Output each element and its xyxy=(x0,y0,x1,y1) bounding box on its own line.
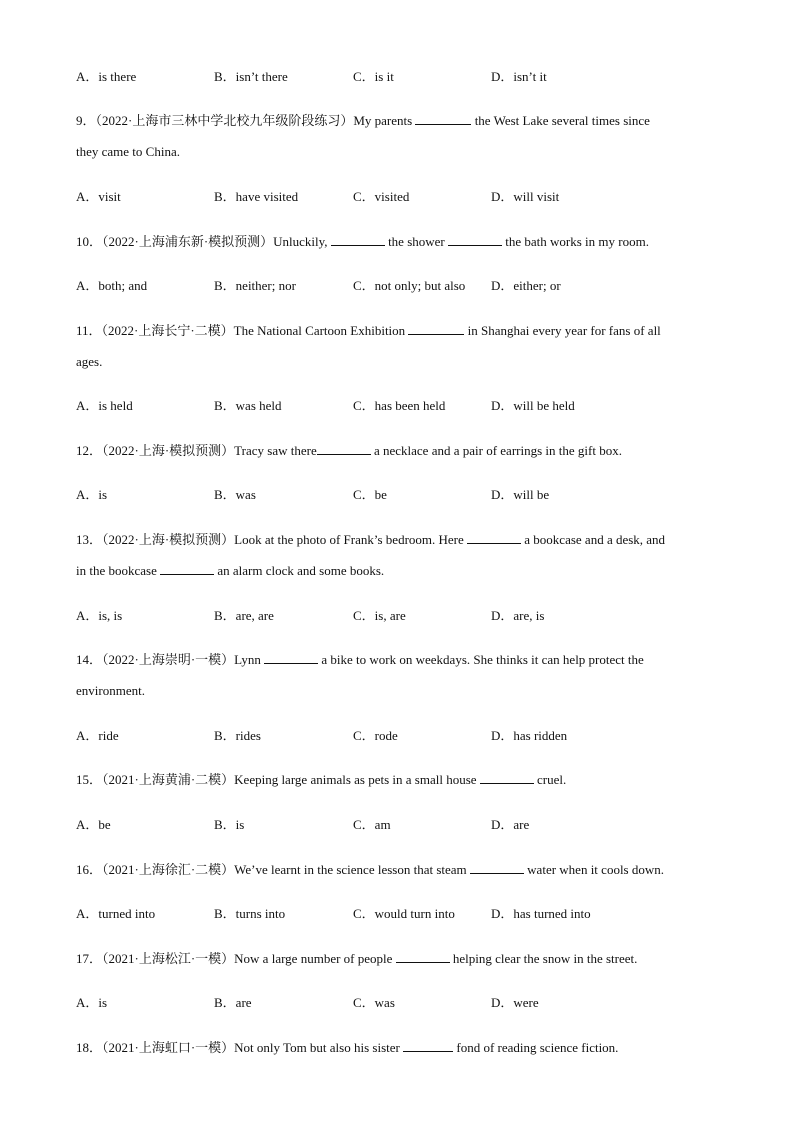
option-a: A．ride xyxy=(76,728,119,743)
stem-text: 9．（2022·上海市三林中学北校九年级阶段练习）My parents xyxy=(76,113,413,128)
stem-text: in the bookcase xyxy=(76,563,157,578)
stem-text: 17．（2021·上海松江·一模）Now a large number of people xyxy=(76,951,393,966)
option-c: C．rode xyxy=(353,728,398,743)
option-c: C．is it xyxy=(353,69,394,84)
answer-blank xyxy=(408,322,464,335)
option-d: D．were xyxy=(491,995,539,1010)
answer-blank xyxy=(415,112,471,125)
option-c: C．am xyxy=(353,817,391,832)
stem-text: a bookcase and a desk, and xyxy=(524,532,666,547)
option-b: B．turns into xyxy=(214,906,286,921)
stem-text: a bike to work on weekdays. She thinks it can help protect the xyxy=(321,652,644,667)
option-b: B．are xyxy=(214,995,252,1010)
option-a: A．is, is xyxy=(76,608,123,623)
stem-text: 10．（2022·上海浦东新·模拟预测）Unluckily, xyxy=(76,234,328,249)
question-17-stem xyxy=(76,950,637,968)
option-a: A．is held xyxy=(76,398,133,413)
stem-text: water when it cools down. xyxy=(527,862,665,877)
option-d: D．isn’t it xyxy=(491,69,547,84)
answer-blank xyxy=(331,233,385,246)
option-a: A．is xyxy=(76,995,108,1010)
answer-blank xyxy=(317,442,371,455)
answer-blank xyxy=(448,233,502,246)
option-c: C．has been held xyxy=(353,398,446,413)
question-9-stem xyxy=(76,112,650,130)
answer-blank xyxy=(160,562,214,575)
option-a: A．turned into xyxy=(76,906,156,921)
stem-text: 18．（2021·上海虹口·一模）Not only Tom but also his sister xyxy=(76,1040,400,1055)
option-a: A．both; and xyxy=(76,278,148,293)
stem-text: an alarm clock and some books. xyxy=(217,563,385,578)
option-d: D．will be xyxy=(491,487,550,502)
question-18-stem xyxy=(76,1039,618,1057)
stem-text: 13．（2022·上海·模拟预测）Look at the photo of Frank’s bedroom. Here xyxy=(76,532,464,547)
option-b: B．neither; nor xyxy=(214,278,296,293)
answer-blank xyxy=(264,651,318,664)
option-b: B．was xyxy=(214,487,256,502)
stem-text: in Shanghai every year for fans of all xyxy=(467,323,661,338)
option-b: B．is xyxy=(214,817,245,832)
stem-text: the West Lake several times since xyxy=(474,113,650,128)
stem-continuation: environment. xyxy=(76,683,145,698)
option-a: A．is there xyxy=(76,69,137,84)
question-13-stem xyxy=(76,531,665,549)
stem-text: 11．（2022·上海长宁·二模）The National Cartoon Exhibition xyxy=(76,323,406,338)
option-b: B．rides xyxy=(214,728,261,743)
option-d: D．has turned into xyxy=(491,906,591,921)
option-d: D．are xyxy=(491,817,530,832)
stem-text: 16．（2021·上海徐汇·二模）We’ve learnt in the science lesson that steam xyxy=(76,862,467,877)
option-a: A．visit xyxy=(76,189,121,204)
question-15-stem xyxy=(76,771,566,789)
option-d: D．are, is xyxy=(491,608,545,623)
question-10-stem xyxy=(76,233,649,251)
option-a: A．is xyxy=(76,487,108,502)
stem-continuation xyxy=(76,562,384,580)
option-c: C．not only; but also xyxy=(353,278,466,293)
option-b: B．isn’t there xyxy=(214,69,288,84)
answer-blank xyxy=(396,950,450,963)
option-b: B．was held xyxy=(214,398,282,413)
stem-text: 12．（2022·上海·模拟预测）Tracy saw there xyxy=(76,443,317,458)
answer-blank xyxy=(403,1039,453,1052)
question-14-stem xyxy=(76,651,644,669)
stem-text: 15．（2021·上海黄浦·二模）Keeping large animals as pets in a small house xyxy=(76,772,477,787)
stem-text: cruel. xyxy=(537,772,567,787)
stem-text: helping clear the snow in the street. xyxy=(452,951,638,966)
stem-text: fond of reading science fiction. xyxy=(456,1040,619,1055)
stem-text: the shower xyxy=(388,234,445,249)
option-b: B．are, are xyxy=(214,608,274,623)
option-c: C．visited xyxy=(353,189,410,204)
option-c: C．be xyxy=(353,487,387,502)
question-16-stem xyxy=(76,861,664,879)
option-d: D．has ridden xyxy=(491,728,568,743)
option-d: D．either; or xyxy=(491,278,561,293)
option-c: C．would turn into xyxy=(353,906,455,921)
stem-continuation: they came to China. xyxy=(76,144,180,159)
stem-text: a necklace and a pair of earrings in the gift box. xyxy=(373,443,622,458)
stem-text: 14．（2022·上海崇明·一模）Lynn xyxy=(76,652,261,667)
option-a: A．be xyxy=(76,817,111,832)
question-12-stem xyxy=(76,442,622,460)
answer-blank xyxy=(470,861,524,874)
option-d: D．will visit xyxy=(491,189,560,204)
option-b: B．have visited xyxy=(214,189,299,204)
answer-blank xyxy=(467,531,521,544)
stem-continuation: ages. xyxy=(76,354,103,369)
answer-blank xyxy=(480,771,534,784)
stem-text: the bath works in my room. xyxy=(505,234,649,249)
option-d: D．will be held xyxy=(491,398,575,413)
option-c: C．is, are xyxy=(353,608,406,623)
option-c: C．was xyxy=(353,995,395,1010)
question-11-stem xyxy=(76,322,661,340)
